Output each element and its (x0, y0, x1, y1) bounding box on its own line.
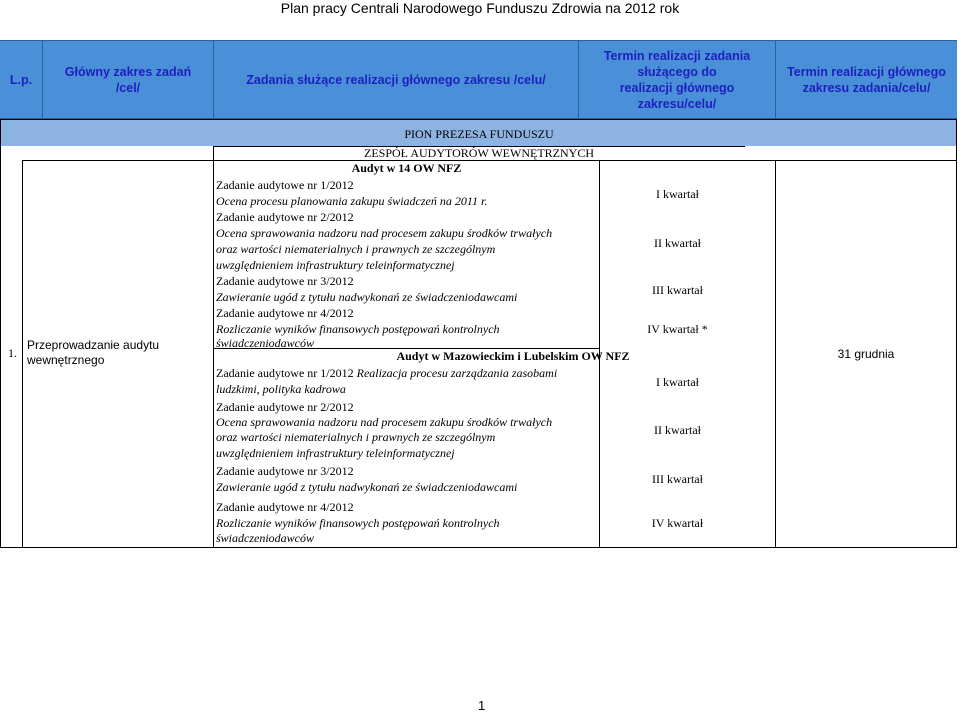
task-term: III kwartał (652, 472, 703, 486)
header-main-task: Główny zakres zadań /cel/ (42, 40, 213, 119)
task-line: Rozliczanie wyników finansowych postępowań kontrolnych (216, 516, 500, 530)
task-line: Zadanie audytowe nr 1/2012 (216, 178, 354, 192)
header-tasks: Zadania służące realizacji głównego zakresu /celu/ (213, 40, 578, 119)
task-line: Zawieranie ugód z tytułu nadwykonań ze świadczeniodawcami (216, 480, 518, 494)
task-line: Rozliczanie wyników finansowych postępowań kontrolnych (216, 322, 500, 336)
zespol-label: ZESPÓŁ AUDYTORÓW WEWNĘTRZNYCH (364, 146, 594, 160)
pion-label: PION PREZESA FUNDUSZU (404, 127, 554, 141)
task-term: II kwartał (654, 423, 701, 437)
table-frame-bottom (0, 547, 957, 548)
row-main-task: Przeprowadzanie audytu wewnętrznego (27, 338, 160, 367)
table-frame-left (0, 119, 1, 548)
task-term: IV kwartał (651, 516, 704, 530)
header-term-main: Termin realizacji głównego zakresu zadania/celu/ (775, 40, 957, 119)
task-line: Zawieranie ugód z tytułu nadwykonań ze świadczeniodawcami (216, 290, 518, 304)
header-lp: L.p. (0, 40, 42, 119)
col-divider-lp (22, 160, 23, 548)
task-line: świadczeniodawców (216, 336, 314, 350)
task-line: Zadanie audytowe nr 1/2012 Realizacja procesu zarządzania zasobami (216, 366, 558, 380)
task-term: I kwartał (656, 375, 699, 389)
task-line: Ocena sprawowania nadzoru nad procesem zakupu środków trwałych (216, 415, 553, 429)
task-term: III kwartał (652, 283, 703, 297)
task-line: Zadanie audytowe nr 2/2012 (216, 210, 354, 224)
task-line: oraz wartości niematerialnych i prawnych ze szczególnym (216, 242, 496, 256)
row-lp: 1. (8, 346, 17, 360)
task-line: Ocena procesu planowania zakupu świadczeń na 2011 r. (216, 194, 488, 208)
page-number: 1 (478, 698, 486, 713)
group-title: Audyt w Mazowieckim i Lubelskim OW NFZ (396, 349, 630, 363)
task-term: II kwartał (654, 236, 701, 250)
table-frame-top (0, 119, 957, 120)
task-line: świadczeniodawców (216, 531, 314, 545)
task-term: I kwartał (656, 187, 699, 201)
task-line: Zadanie audytowe nr 2/2012 (216, 400, 354, 414)
row-term-main: 31 grudnia (837, 347, 895, 361)
task-line: ludzkimi, polityka kadrowa (216, 382, 346, 396)
task-line: uwzględnieniem infrastruktury teleinformatycznej (216, 258, 455, 272)
col-divider-main (213, 146, 214, 548)
document-title: Plan pracy Centrali Narodowego Funduszu Zdrowia na 2012 rok (280, 0, 680, 16)
task-term: IV kwartał * (647, 322, 708, 336)
task-line: oraz wartości niematerialnych i prawnych ze szczególnym (216, 430, 496, 444)
table-frame-right (956, 119, 957, 548)
task-line: uwzględnieniem infrastruktury teleinformatycznej (216, 446, 455, 460)
task-line: Zadanie audytowe nr 4/2012 (216, 500, 354, 514)
task-line: Zadanie audytowe nr 3/2012 (216, 274, 354, 288)
group-title: Audyt w 14 OW NFZ (351, 161, 462, 175)
header-term-task: Termin realizacji zadania służącego do realizacji głównego zakresu/celu/ (578, 40, 775, 119)
task-line: Zadanie audytowe nr 4/2012 (216, 306, 354, 320)
task-line: Ocena sprawowania nadzoru nad procesem zakupu środków trwałych (216, 226, 553, 240)
task-line: Zadanie audytowe nr 3/2012 (216, 464, 354, 478)
